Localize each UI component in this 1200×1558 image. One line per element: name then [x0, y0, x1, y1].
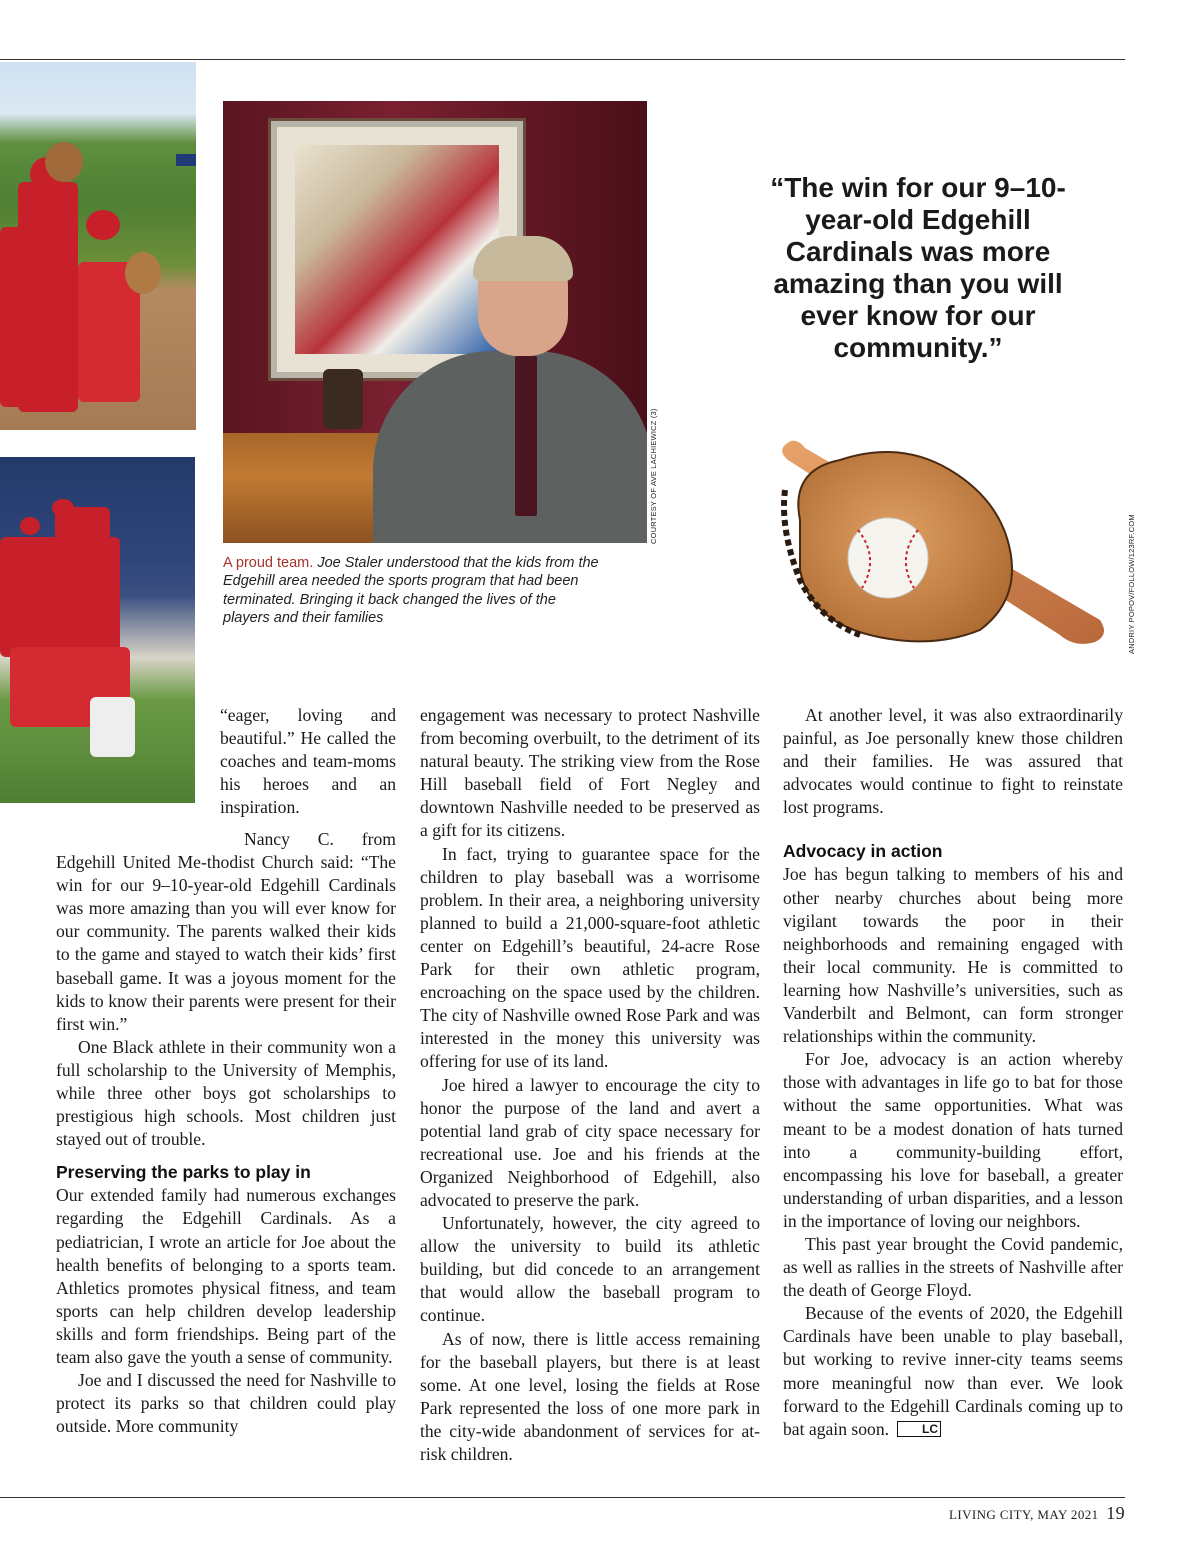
column-2	[420, 704, 760, 1466]
paragraph: In fact, trying to guarantee space for the children to play baseball was a worrisome problem. In their area, a neighboring university planned to build a 21,000-square-foot athletic center on Edgehill’s beautiful, 24-acre Rose Park for their own athletic program, encroaching on the space used by the children. The city of Nashville owned Rose Park and was interested in the money this university was offering for use of its land.	[420, 843, 760, 1072]
photo-credit-glove: ANDRIY POPOV/FOLLOW/123RF.COM	[1127, 514, 1136, 654]
paragraph: At another level, it was also extraordinarily painful, as Joe personally knew those children and their families. He was assured that advocates would continue to fight to reinstate lost programs.	[783, 705, 1123, 818]
paragraph: Joe has begun talking to members of his and other nearby churches about being more vigilant towards the poor in their neighborhoods and remaining engaged with their local community. He is committed to learning how Nashville’s universities, such as Vanderbilt and Belmont, can form stronger relationships within the community.	[783, 864, 1123, 1047]
glove-bat-icon	[770, 430, 1110, 660]
folio-text: LIVING CITY, MAY 2021	[949, 1507, 1099, 1522]
paragraph: Joe hired a lawyer to encourage the city to honor the purpose of the land and avert a potential land grab of city space necessary for recreational use. Joe and his friends at the Organized Neighborhood of Edgehill, also advocated to preserve the park.	[420, 1074, 760, 1210]
paragraph: “eager, loving and beautiful.” He called the coaches and team-moms his heroes and an inspiration.	[220, 705, 396, 818]
paragraph: engagement was necessary to protect Nashville from becoming overbuilt, to the detriment of its natural beauty. The striking view from the Rose Hill baseball field of Fort Negley and downtown Nashville needed to be preserved as a gift for its citizens.	[420, 705, 760, 841]
final-text: Because of the events of 2020, the Edgehill Cardinals have been unable to play baseball, but working to revive inner-city teams seems more meaningful now than ever. We look forward to the Edgehill Cardinals coming up to bat again soon.	[783, 1303, 1123, 1439]
subheading-advocacy: Advocacy in action	[783, 841, 943, 862]
paragraph: This past year brought the Covid pandemic, as well as rallies in the streets of Nashville after the death of George Floyd.	[783, 1233, 1123, 1301]
baseball-glove-illustration	[770, 430, 1110, 660]
paragraph: Nancy C. from Edgehill United Me-thodist Church said: “The win for our 9–10-year-old Edgehill Cardinals was more amazing than you will ever know for our community. The parents walked their kids to the game and stayed to watch their kids’ first baseball game. It was a joyous moment for the kids to know their parents were present for their first win.”	[56, 829, 396, 1034]
man-figure	[373, 351, 647, 543]
paragraph-final	[783, 1302, 1123, 1441]
top-rule	[0, 59, 1125, 60]
folio	[949, 1503, 1125, 1524]
page-number: 19	[1106, 1503, 1125, 1523]
bottom-rule	[0, 1497, 1125, 1498]
paragraph: Unfortunately, however, the city agreed to allow the university to build its athletic building, but did concede to an arrangement that would allow the baseball program to continue.	[420, 1213, 760, 1326]
caption-lead: A proud team.	[223, 555, 314, 571]
photo-caption	[223, 554, 603, 627]
paragraph: Joe and I discussed the need for Nashville to protect its parks so that children could play outside. More community	[56, 1370, 396, 1437]
column-3	[783, 704, 1123, 1441]
paragraph: For Joe, advocacy is an action whereby those with advantages in life go to bat for those without the same opportunities. What was meant to be a modest donation of hats turned into a community-building effort, encompassing his love for baseball, a greater understanding of urban disparities, and a lesson in the importance of loving our neighbors.	[783, 1049, 1123, 1231]
subheading-preserving-parks: Preserving the parks to play in	[56, 1162, 311, 1183]
pull-quote: “The win for our 9–10-year-old Edgehill Cardinals was more amazing than you will ever know for our community.”	[770, 172, 1066, 363]
column-1	[56, 828, 396, 1438]
caption-body: Joe Staler understood that the kids from the Edgehill area needed the sports program that had been terminated. Bringing it back changed the lives of the players and their families	[223, 555, 599, 626]
paragraph: Our extended family had numerous exchanges regarding the Edgehill Cardinals. As a pediatrician, I wrote an article for Joe about the health benefits of belonging to a sports team. Athletics promotes physical fitness, and team sports can help children develop leadership skills and form friendships. Being part of the team also gave the youth a sense of community.	[56, 1185, 396, 1367]
photo-joe-staler	[223, 101, 647, 543]
end-mark-logo: LC	[897, 1421, 941, 1437]
photo-kids-field	[0, 62, 196, 430]
paragraph: One Black athlete in their community won a full scholarship to the University of Memphis, while three other boys got scholarships to prestigious high schools. Most children just stayed out of trouble.	[56, 1036, 396, 1150]
photo-team-dugout	[0, 457, 195, 803]
column-1-top	[220, 704, 396, 819]
paragraph: As of now, there is little access remaining for the baseball players, but there is at least some. At one level, losing the fields at Rose Park represented the loss of one more park in the city-wide abandonment of services for at-risk children.	[420, 1328, 760, 1464]
photo-credit-joe: COURTESY OF AVE LACHIEWICZ (3)	[649, 408, 658, 544]
